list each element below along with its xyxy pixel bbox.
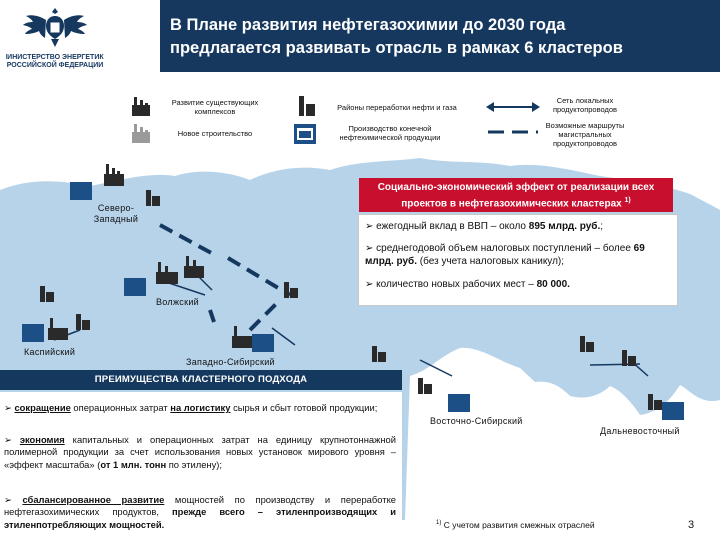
cluster-label-volga: Волжский <box>156 297 199 307</box>
ministry-name-line2: РОССИЙСКОЙ ФЕДЕРАЦИИ <box>6 62 104 69</box>
advantage-item: ➢ сбалансированное развитие мощностей по производству и переработке нефтегазохимических продуктов, прежде всего – этиленпроизводящих и этиленпотребляющих мощностей. <box>4 494 396 530</box>
production-icon <box>662 402 684 420</box>
cluster-label-north-west: Северо-Западный <box>93 203 139 224</box>
advantage-item: ➢ сокращение операционных затрат на логистику сырья и сбыт готовой продукции; <box>4 402 378 413</box>
legend-local-pipelines-label: Сеть локальных продуктопроводов <box>552 96 618 114</box>
legend-new-label: Новое строительство <box>177 129 253 138</box>
advantages-list <box>0 392 402 540</box>
header-bar <box>160 0 720 72</box>
page-title-line2: предлагается развивать отрасль в рамках 6 кластеров <box>170 39 623 57</box>
page-title-line1: В Плане развития нефтегазохимии до 2030 года <box>170 16 566 34</box>
social-effect-title-text: Социально-экономический эффект от реализации всех проектов в нефтегазохимических кластерах <box>377 182 655 210</box>
local-pipeline-arrow-icon <box>486 100 540 114</box>
legend-existing-label: Развитие существующих комплексов <box>171 98 259 116</box>
social-effect-item: ➢ количество новых рабочих мест – 80 000. <box>365 279 570 290</box>
page-number: 3 <box>688 519 695 531</box>
tower-icon <box>418 378 432 394</box>
refinery-tower-icon <box>296 94 318 118</box>
cluster-label-caspian: Каспийский <box>24 347 76 357</box>
legend-refining-label: Районы переработки нефти и газа <box>337 103 457 112</box>
ministry-logo <box>6 4 104 74</box>
final-product-icon <box>293 123 317 145</box>
new-construction-icon <box>130 122 152 144</box>
production-icon <box>22 324 44 342</box>
cluster-label-west-siberia: Западно-Сибирский <box>186 357 275 367</box>
legend-production-label: Производство конечной нефтехимической продукции <box>339 124 441 142</box>
factory-icon <box>104 164 124 186</box>
advantage-item: ➢ экономия капитальных и операционных затрат на единицу крупнотоннажной полимерной продукции за счет использования новых установок мирового уровня – «эффект масштаба» (от 1 млн. тонн по этилену); <box>4 434 397 470</box>
production-icon <box>124 278 146 296</box>
ministry-name-line1: МИНИСТЕРСТВО ЭНЕРГЕТИКИ <box>6 54 104 61</box>
social-effect-item: ➢ ежегодный вклад в ВВП – около 895 млрд. руб.; <box>365 221 604 232</box>
social-effect-footnote-mark: 1) <box>624 197 631 204</box>
production-icon <box>448 394 470 412</box>
footnote: $^{1)}$ С учетом развития смежных отраслей <box>436 520 595 530</box>
existing-complex-icon <box>130 95 152 117</box>
cluster-label-far-east: Дальневосточный <box>600 426 680 436</box>
advantages-title: ПРЕИМУЩЕСТВА КЛАСТЕРНОГО ПОДХОДА <box>0 370 402 390</box>
production-icon <box>70 182 92 200</box>
social-effect-item: ➢ среднегодовой объем налоговых поступлений – более 69 млрд. руб. (без учета налоговых каникул); <box>365 243 645 267</box>
cluster-label-east-siberia: Восточно-Сибирский <box>430 416 523 426</box>
legend-trunk-pipelines-label: Возможные маршруты магистральных продуктопроводов <box>545 121 625 148</box>
eagle-emblem-icon <box>6 4 104 74</box>
social-effect-title <box>359 178 673 212</box>
social-effect-list <box>358 214 678 306</box>
production-icon <box>252 334 274 352</box>
